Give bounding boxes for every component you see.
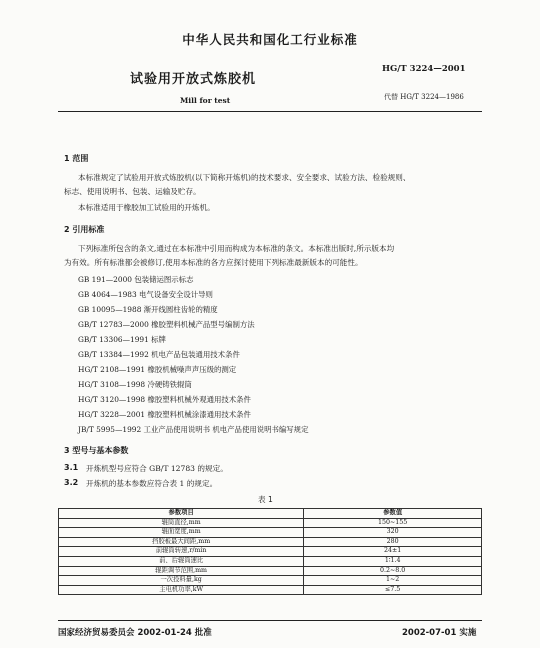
reference-item: HG/T 3228—2001 橡胶塑料机械涂漆通用技术条件: [78, 410, 251, 419]
document-subtitle: Mill for test: [180, 96, 231, 105]
table-row: [59, 547, 482, 557]
param-value: 24±1: [304, 547, 482, 557]
param-value: 0.2~8.0: [304, 566, 482, 576]
table-caption: 表 1: [258, 495, 273, 504]
table-row: [59, 566, 482, 576]
header-divider: [58, 111, 482, 112]
replaces-note: 代替 HG/T 3224—1986: [384, 93, 464, 101]
column-header-item: 参数项目: [59, 509, 304, 519]
param-value: 150~155: [304, 518, 482, 528]
clause-3-2-text: 开炼机的基本参数应符合表 1 的规定。: [86, 479, 218, 488]
table-row: [59, 537, 482, 547]
table-row: [59, 518, 482, 528]
section-3-heading: 3 型号与基本参数: [64, 446, 129, 455]
reference-item: GB/T 12783—2000 橡胶塑料机械产品型号编制方法: [78, 320, 255, 329]
column-header-value: 参数值: [304, 509, 482, 519]
param-name: 辊距调节范围,mm: [59, 566, 304, 576]
reference-item: HG/T 3120—1998 橡胶塑料机械外观通用技术条件: [78, 395, 251, 404]
param-name: 一次投料量,kg: [59, 576, 304, 586]
section-1-paragraph-line: 本标准规定了试验用开放式炼胶机(以下简称开炼机)的技术要求、安全要求、试验方法、检验规则、: [78, 173, 411, 182]
approval-note: 国家经济贸易委员会 2002-01-24 批准: [58, 628, 212, 638]
param-name: 前辊筒转速,r/min: [59, 547, 304, 557]
reference-item: HG/T 3108—1998 冷硬铸铁辊筒: [78, 380, 192, 389]
table-row: [59, 556, 482, 566]
param-name: 前、后辊筒速比: [59, 556, 304, 566]
reference-item: GB/T 13306—1991 标牌: [78, 335, 166, 344]
table-header-row: [59, 509, 482, 519]
reference-item: HG/T 2108—1991 橡胶机械噪声声压级的测定: [78, 365, 237, 374]
reference-item: GB/T 13384—1992 机电产品包装通用技术条件: [78, 350, 240, 359]
param-name: 辊筒直径,mm: [59, 518, 304, 528]
param-name: 主电机功率,kW: [59, 585, 304, 595]
param-value: 320: [304, 528, 482, 538]
param-name: 挡胶板最大间距,mm: [59, 537, 304, 547]
section-1-paragraph-line: 标志、使用说明书、包装、运输及贮存。: [64, 187, 201, 196]
reference-item: GB 4064—1983 电气设备安全设计导则: [78, 290, 213, 299]
param-value: 280: [304, 537, 482, 547]
table-row: [59, 576, 482, 586]
table-row: [59, 528, 482, 538]
clause-3-2-number: 3.2: [64, 478, 79, 487]
reference-item: GB 10095—1988 渐开线圆柱齿轮的精度: [78, 305, 218, 314]
reference-item: JB/T 5995—1992 工业产品使用说明书 机电产品使用说明书编写规定: [78, 425, 309, 434]
section-2-heading: 2 引用标准: [64, 225, 105, 234]
param-name: 辊面宽度,mm: [59, 528, 304, 538]
param-value: ≤7.5: [304, 585, 482, 595]
table-row: [59, 585, 482, 595]
param-value: 1~2: [304, 576, 482, 586]
section-2-paragraph-line: 下列标准所包含的条文,通过在本标准中引用而构成为本标准的条文。本标准出版时,所示版本均: [78, 244, 395, 253]
document-title: 试验用开放式炼胶机: [130, 72, 257, 87]
footer-divider: [58, 620, 482, 621]
parameter-table: [58, 508, 482, 595]
section-1-scope-paragraph: 本标准适用于橡胶加工试验用的开炼机。: [78, 203, 215, 212]
effective-date-note: 2002-07-01 实施: [402, 628, 477, 638]
section-1-heading: 1 范围: [64, 154, 89, 163]
standard-number: HG/T 3224—2001: [382, 64, 466, 74]
issuing-organization: 中华人民共和国化工行业标准: [182, 32, 358, 47]
clause-3-1-text: 开炼机型号应符合 GB/T 12783 的规定。: [86, 464, 228, 473]
param-value: 1∶1.4: [304, 556, 482, 566]
reference-item: GB 191—2000 包装储运图示标志: [78, 275, 194, 284]
clause-3-1-number: 3.1: [64, 463, 79, 472]
section-2-paragraph-line: 为有效。所有标准都会被修订,使用本标准的各方应探讨使用下列标准最新版本的可能性。: [64, 258, 363, 267]
